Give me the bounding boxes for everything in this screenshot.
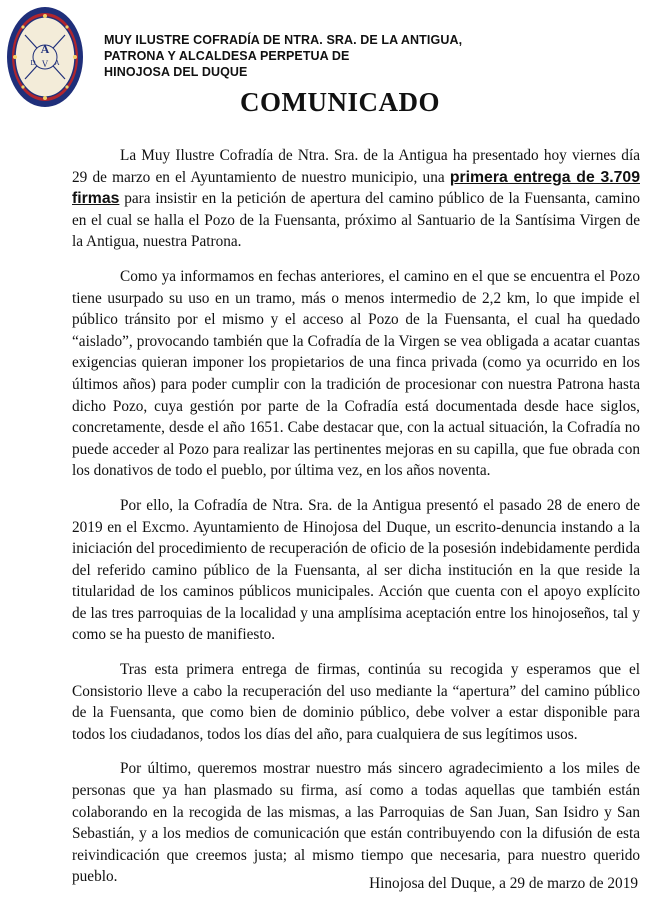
cofradia-header bbox=[104, 32, 462, 80]
header-line: HINOJOSA DEL DUQUE bbox=[104, 65, 248, 79]
header-line: PATRONA Y ALCALDESA PERPETUA DE bbox=[104, 49, 350, 63]
svg-text:V: V bbox=[41, 59, 49, 69]
paragraph-1-intro: La Muy Ilustre Cofradía de Ntra. Sra. de la Antigua ha presentado hoy viernes día 29 de marzo en el Ayuntamiento de nuestro municipio, una bbox=[72, 147, 640, 186]
paragraph-5: Por último, queremos mostrar nuestro más sincero agradecimiento a los miles de personas que ya han plasmado su firma, así como a todas aquellas que también están colaborando en la recogida de las mismas, a las Parroquias de San Juan, San Isidro y San Sebastián, y a los medios de comunicación que están contribuyendo con la difusión de esta reivindicación que creemos justa; al mismo tiempo que necesaria, para nuestro querido pueblo. bbox=[72, 760, 640, 886]
paragraph-2: Como ya informamos en fechas anteriores, el camino en el que se encuentra el Pozo tiene usurpado su uso en un tramo, más o menos intermedio de 2,2 km, lo que impide el público tránsito por el mismo y el acceso al Pozo de la Fuensanta, el cual ha quedado “aislado”, provocando también que la Cofradía de la Virgen se vea obligada a acatar cuantas exigencias quieran imponer los propietarios de una finca privada (como ya ocurrido en los últimos años) para poder cumplir con la tradición de procesionar con nuestra Patrona hasta dicho Pozo, cuya gestión por parte de la Cofradía está documentada desde hace siglos, concretamente, desde el año 1651. Cabe destacar que, con la actual situación, la Cofradía no puede acceder al Pozo para realizar las pertinentes mejoras en su capilla, que fue obrada con los donativos de todo el pueblo, por última vez, en los años noventa. bbox=[72, 267, 640, 480]
document-body bbox=[72, 145, 640, 901]
paragraph-3: Por ello, la Cofradía de Ntra. Sra. de la Antigua presentó el pasado 28 de enero de 2019 en el Excmo. Ayuntamiento de Hinojosa del Duque, un escrito-denuncia instando a la iniciación del procedimiento de recuperación de oficio de la posesión indebidamente perdida del referido camino público de la Fuensanta, al ser dicha institución en la que reside la titularidad de los caminos públicos municipales. Acción que cuenta con el apoyo explícito de las tres parroquias de la localidad y una amplísima aceptación entre los hinojoseños, tal y como se ha puesto de manifiesto. bbox=[72, 496, 640, 644]
signatures-highlight: primera entrega de 3.709 firmas bbox=[72, 168, 640, 208]
document-title: COMUNICADO bbox=[240, 87, 440, 117]
paragraph-1-rest: para insistir en la petición de apertura del camino público de la Fuensanta, camino en el cual se halla el Pozo de la Fuensanta, próximo al Santuario de la Santísima Virgen de la Antigua, nuestra Patrona. bbox=[72, 190, 640, 251]
cofradia-seal-logo bbox=[5, 5, 85, 110]
paragraph-1 bbox=[72, 145, 640, 253]
svg-text:A: A bbox=[40, 42, 50, 56]
svg-text:A: A bbox=[54, 59, 60, 67]
svg-text:D: D bbox=[30, 59, 36, 67]
paragraph-4: Tras esta primera entrega de firmas, continúa su recogida y esperamos que el Consistorio lleve a cabo la recuperación del uso mediante la “apertura” del camino público de la Fuensanta, que como bien de dominio público, debe volver a estar disponible para todos los ciudadanos, todos los días del año, para cualquiera de sus legítimos usos. bbox=[72, 661, 640, 743]
header-line: MUY ILUSTRE COFRADÍA DE NTRA. SRA. DE LA ANTIGUA, bbox=[104, 33, 463, 47]
place-and-date: Hinojosa del Duque, a 29 de marzo de 2019 bbox=[369, 875, 638, 892]
